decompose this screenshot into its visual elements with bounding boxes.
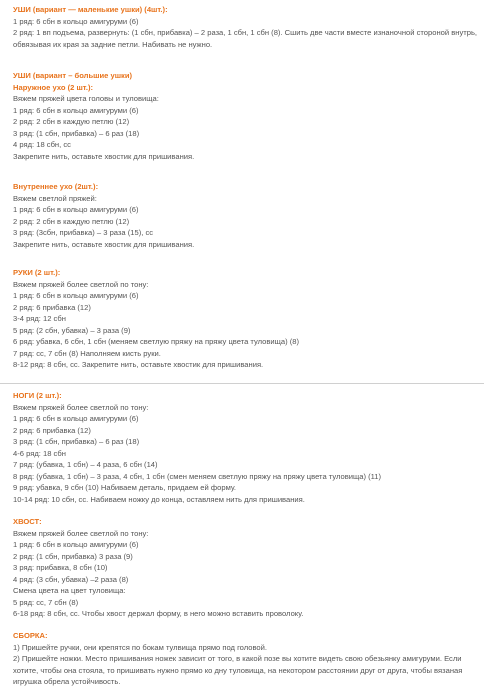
instruction-line: 4 ряд: 18 сбн, сс <box>13 140 71 149</box>
section-title: ХВОСТ: <box>13 517 42 526</box>
instruction-line: 7 ряд: сс, 7 сбн (8) Наполняем кисть руки. <box>13 348 161 358</box>
instruction-line: 2 ряд: 6 прибавка (12) <box>13 302 91 312</box>
section-tail <box>13 516 478 620</box>
instruction-line: 1 ряд: 6 сбн в кольцо амигуруми (6) <box>13 205 139 214</box>
instruction-line: 2 ряд: 6 прибавка (12) <box>13 425 91 435</box>
section-divider <box>0 383 484 384</box>
instruction-line: 10-14 ряд: 10 сбн, сс. Набиваем ножку до конца, оставляем нить для пришивания. <box>13 494 305 504</box>
instruction-line: Смена цвета на цвет туловища: <box>13 586 126 595</box>
section-title: УШИ (вариант — маленькие ушки) (4шт.): <box>13 5 168 14</box>
instruction-line: 3-4 ряд: 12 сбн <box>13 314 66 323</box>
instruction-line: 8-12 ряд: 8 сбн, сс. Закрепите нить, оставьте хвостик для пришивания. <box>13 360 264 369</box>
instruction-line: 7 ряд: (убавка, 1 сбн) – 4 раза, 6 сбн (14) <box>13 460 158 469</box>
section-title: СБОРКА: <box>13 631 48 640</box>
instruction-line: 9 ряд: убавка, 9 сбн (10) Набиваем деталь, придаем ей форму. <box>13 483 237 492</box>
instruction-line: 3 ряд: (1 сбн, прибавка) – 6 раз (18) <box>13 128 140 138</box>
instruction-line: 6-18 ряд: 8 сбн, сс. Чтобы хвост держал форму, в него можно вставить проволоку. <box>13 609 304 618</box>
section-title: РУКИ (2 шт.): <box>13 268 61 277</box>
instruction-line: 3 ряд: (3сбн, прибавка) – 3 раза (15), сс <box>13 228 154 237</box>
instruction-line: 3 ряд: прибавка, 8 сбн (10) <box>13 563 108 572</box>
instruction-line: 3 ряд: (1 сбн, прибавка) – 6 раз (18) <box>13 437 140 446</box>
instruction-line: Закрепите нить, оставьте хвостик для пришивания. <box>13 239 195 249</box>
section-subtitle: Наружное ухо (2 шт.): <box>13 82 94 92</box>
instruction-line: 4 ряд: (3 сбн, убавка) –2 раза (8) <box>13 574 129 584</box>
instruction-line: Вяжем пряжей более светлой по тону: <box>13 402 149 412</box>
instruction-line: 6 ряд: убавка, 6 сбн, 1 сбн (меняем светлую пряжу на пряжу цвета туловища) (8) <box>13 337 300 346</box>
instruction-line: 5 ряд: сс, 7 сбн (8) <box>13 597 79 607</box>
instruction-line: 8 ряд: (убавка, 1 сбн) – 3 раза, 4 сбн, 1 сбн (смен меняем светлую пряжу на пряжу цвета туловища) (11) <box>13 471 382 481</box>
section-arms <box>13 267 478 371</box>
instruction-line: Вяжем пряжей более светлой по тону: <box>13 279 149 289</box>
instruction-line: 1 ряд: 6 сбн в кольцо амигуруми (6) <box>13 414 139 423</box>
instruction-line: 4-6 ряд: 18 сбн <box>13 448 66 458</box>
instruction-line: 1) Пришейте ручки, они крепятся по бокам тулвища прямо под головой. <box>13 642 268 652</box>
instruction-line: Вяжем светлой пряжей: <box>13 193 97 203</box>
instruction-line: 2 ряд: 1 вп подъема, развернуть: (1 сбн, прибавка) – 2 раза, 1 сбн, 1 сбн (8). Сшить две части вместе изнаночной стороной внутрь, обвязывая их края за задние петли. Набивать не нужно. <box>13 28 478 49</box>
instruction-line: 2) Пришейте ножки. Место пришивания ножек зависит от того, в какой позе вы хотите видеть свою обезьянку амигуруми. Если хотите, чтобы она стояла, то пришивать нужно прямо ко дну туловища, на некотором расстоянии друг от друга, чтобы вязаная игрушка обрела устойчивость. <box>13 654 463 686</box>
instruction-line: 2 ряд: (1 сбн, прибавка) 3 раза (9) <box>13 551 133 561</box>
instruction-line: 1 ряд: 6 сбн в кольцо амигуруми (6) <box>13 105 139 115</box>
instruction-line: 1 ряд: 6 сбн в кольцо амигуруми (6) <box>13 291 139 300</box>
instruction-line: Вяжем пряжей более светлой по тону: <box>13 528 149 538</box>
section-small-ears <box>13 4 478 50</box>
section-large-ears-outer <box>13 70 478 162</box>
section-legs <box>13 390 478 505</box>
instruction-line: Закрепите нить, оставьте хвостик для пришивания. <box>13 151 195 161</box>
instruction-line: 2 ряд: 2 сбн в каждую петлю (12) <box>13 117 130 126</box>
section-inner-ear <box>13 181 478 250</box>
instruction-line: 1 ряд: 6 сбн в кольцо амигуруми (6) <box>13 540 139 549</box>
instruction-line: Вяжем пряжей цвета головы и туловища: <box>13 94 159 103</box>
section-assembly <box>13 630 478 688</box>
instruction-line: 5 ряд: (2 сбн, убавка) – 3 раза (9) <box>13 325 131 335</box>
section-title: Внутреннее ухо (2шт.): <box>13 182 99 191</box>
section-title: НОГИ (2 шт.): <box>13 391 62 400</box>
section-title: УШИ (вариант – большие ушки) <box>13 71 133 80</box>
instruction-line: 1 ряд: 6 сбн в кольцо амигуруми (6) <box>13 16 139 26</box>
instruction-line: 2 ряд: 2 сбн в каждую петлю (12) <box>13 216 130 226</box>
